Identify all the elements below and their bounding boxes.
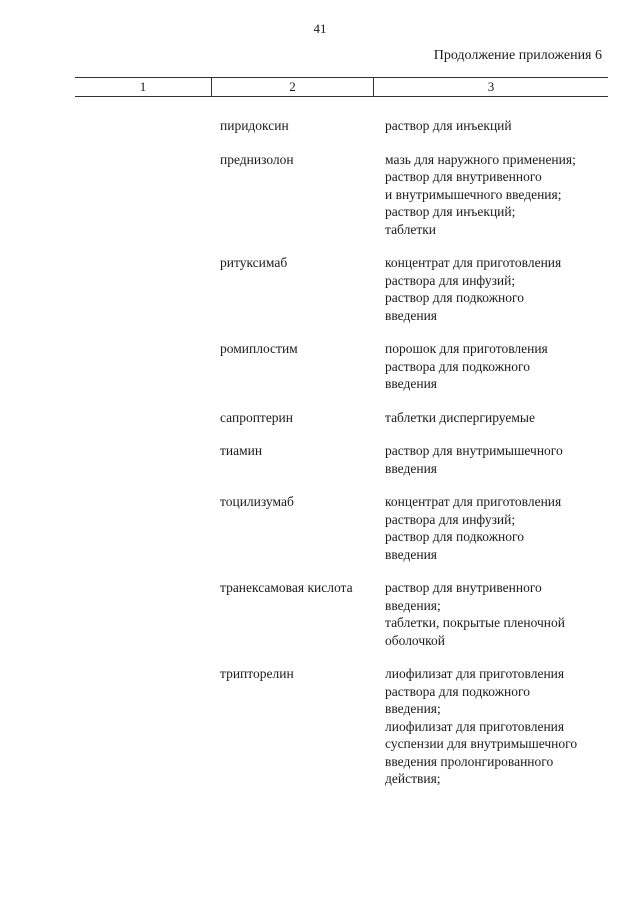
dosage-form-line: раствор для подкожного xyxy=(385,290,524,305)
drug-name: преднизолон xyxy=(220,151,294,167)
dosage-form-line: введения xyxy=(385,376,438,391)
drug-row xyxy=(0,579,640,649)
dosage-form-line: раствора для подкожного xyxy=(385,683,530,699)
dosage-form-line: раствор для инъекций xyxy=(385,118,512,133)
drug-name: тоцилизумаб xyxy=(220,494,294,509)
dosage-form-line: лиофилизат для приготовления xyxy=(385,666,565,681)
dosage-form-line: введения; xyxy=(385,597,441,613)
drug-dosage-forms xyxy=(385,579,620,649)
dosage-form-line: оболочкой xyxy=(385,632,445,648)
dosage-form-line: таблетки, покрытые пленочной xyxy=(385,615,566,630)
drug-row xyxy=(0,665,640,788)
drug-name: пиридоксин xyxy=(220,118,289,133)
drug-dosage-forms xyxy=(385,151,620,239)
drug-row xyxy=(0,493,640,563)
drug-name: трипторелин xyxy=(220,666,294,681)
dosage-form-line: и внутримышечного введения; xyxy=(385,186,562,202)
dosage-form-line: раствора для инфузий; xyxy=(385,511,516,527)
dosage-form-line: раствор для подкожного xyxy=(385,529,524,544)
drug-row xyxy=(0,117,640,135)
dosage-form-line: суспензии для внутримышечного xyxy=(385,736,578,751)
dosage-form-line: раствор для внутримышечного xyxy=(385,443,563,458)
dosage-form-line: лиофилизат для приготовления xyxy=(385,718,565,734)
drug-dosage-forms xyxy=(385,117,620,135)
drug-dosage-forms xyxy=(385,409,620,427)
drug-row xyxy=(0,151,640,239)
header-col-2: 2 xyxy=(212,78,374,96)
dosage-form-line: действия; xyxy=(385,771,441,786)
dosage-form-line: раствора для инфузий; xyxy=(385,272,516,288)
dosage-form-line: введения xyxy=(385,460,438,476)
dosage-form-line: мазь для наружного применения; xyxy=(385,151,576,167)
drug-name: ритуксимаб xyxy=(220,255,288,270)
drug-dosage-forms xyxy=(385,254,620,324)
drug-dosage-forms xyxy=(385,340,620,393)
dosage-form-line: порошок для приготовления xyxy=(385,341,548,356)
dosage-form-line: введения пролонгированного xyxy=(385,753,554,769)
dosage-form-line: концентрат для приготовления xyxy=(385,255,562,270)
dosage-form-line: введения; xyxy=(385,701,441,716)
dosage-form-line: раствора для подкожного xyxy=(385,358,530,374)
dosage-form-line: введения xyxy=(385,546,438,562)
drug-row xyxy=(0,254,640,324)
drug-name: ромиплостим xyxy=(220,341,298,356)
drug-dosage-forms xyxy=(385,442,620,477)
drug-name: транексамовая кислота xyxy=(220,580,353,595)
header-col-3: 3 xyxy=(487,79,495,94)
drug-dosage-forms xyxy=(385,493,620,563)
dosage-form-line: концентрат для приготовления xyxy=(385,494,562,509)
dosage-form-line: раствор для инъекций; xyxy=(385,204,516,219)
drug-name: сапроптерин xyxy=(220,409,294,425)
page-number: 41 xyxy=(313,21,327,36)
drug-row xyxy=(0,409,640,427)
dosage-form-line: раствор для внутривенного xyxy=(385,580,542,595)
drug-row xyxy=(0,442,640,477)
header-col-1: 1 xyxy=(75,78,212,96)
dosage-form-line: таблетки диспергируемые xyxy=(385,409,535,425)
drug-row xyxy=(0,340,640,393)
table-header xyxy=(75,77,608,97)
dosage-form-line: таблетки xyxy=(385,221,437,237)
drug-dosage-forms xyxy=(385,665,620,788)
appendix-continuation-note: Продолжение приложения 6 xyxy=(433,48,602,63)
dosage-form-line: раствор для внутривенного xyxy=(385,169,542,184)
dosage-form-line: введения xyxy=(385,307,438,323)
drug-name: тиамин xyxy=(220,443,263,458)
drug-list xyxy=(0,117,640,788)
